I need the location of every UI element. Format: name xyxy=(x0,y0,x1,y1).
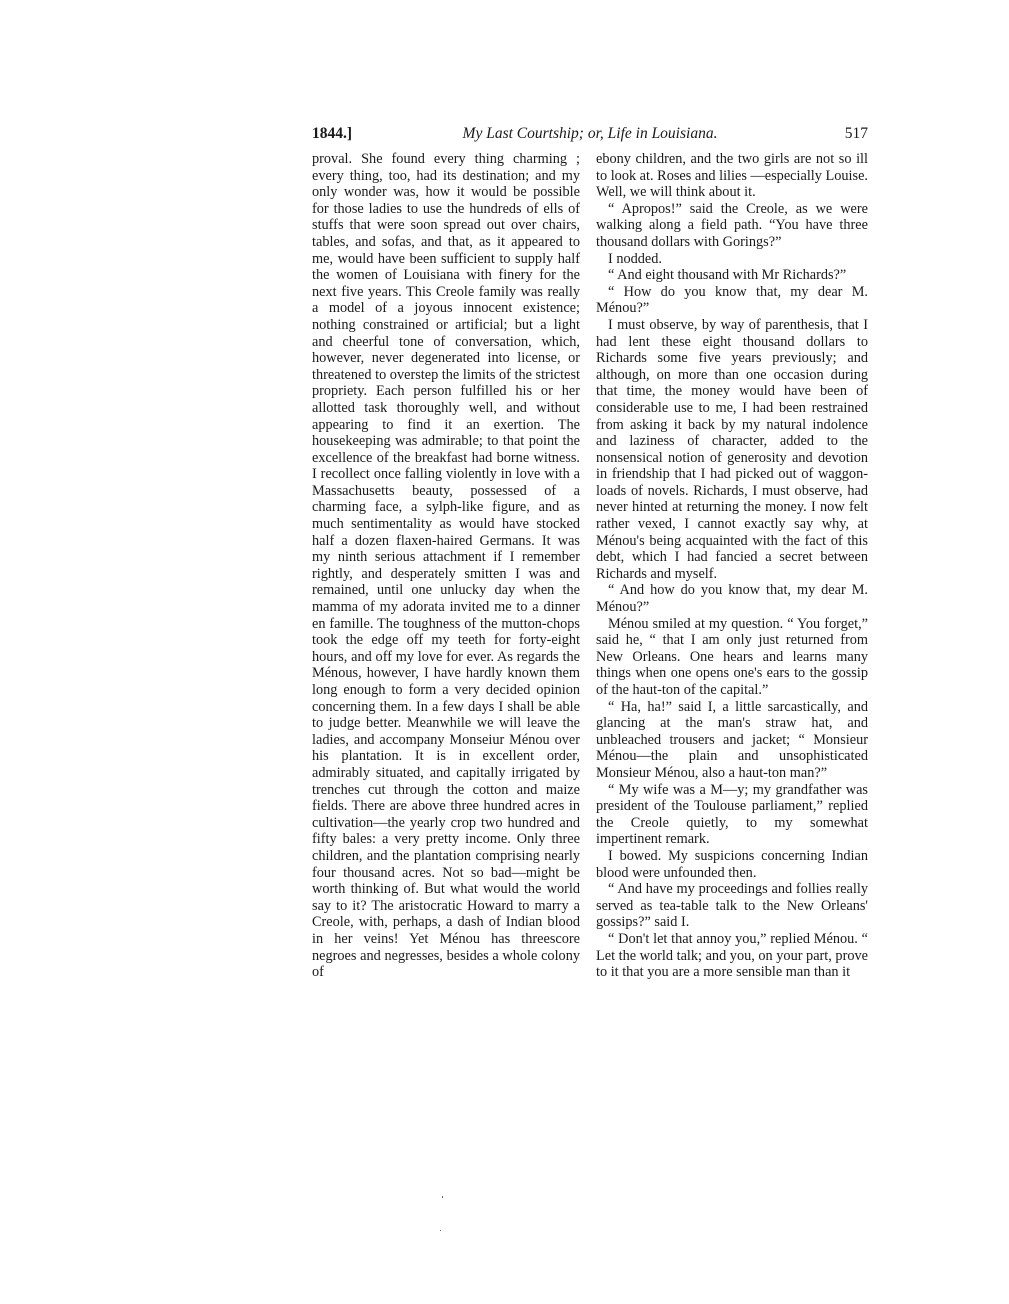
paragraph: I must observe, by way of parenthesis, that I had lent these eight thousand dollars to Richards some five years previously; and although, on more than one occasion during that time, the money would have been of considerable use to me, I had been restrained from asking it back by my natural indolence and laziness of character, added to the nonsensical notion of generosity and devotion in friendship that I had picked out of waggon-loads of novels. Richards, I must observe, had never hinted at returning the money. I now felt rather vexed, I cannot exactly say why, at Ménou's being acquainted with the fact of this debt, which I had fancied a secret between Richards and myself. xyxy=(596,316,868,582)
paragraph: “ My wife was a M—y; my grandfather was president of the Toulouse parliament,” replied the Creole quietly, to my somewhat impertinent remark. xyxy=(596,781,868,848)
page-number: 517 xyxy=(844,125,868,142)
paragraph: Ménou smiled at my question. “ You forget,” said he, “ that I am only just returned from New Orleans. One hears and learns many things when one opens one's ears to the gossip of the haut-ton of the capital.” xyxy=(596,615,868,698)
paragraph: “ And eight thousand with Mr Richards?” xyxy=(608,267,847,284)
left-column xyxy=(312,151,580,981)
paragraph: “ And how do you know that, my dear M. Ménou?” xyxy=(596,582,868,616)
scan-speck xyxy=(440,1230,441,1231)
running-head xyxy=(312,122,868,146)
paragraph: “ And have my proceedings and follies really served as tea-table talk to the New Orleans' gossips?” said I. xyxy=(596,881,868,931)
paragraph: proval. She found every thing charming ; every thing, too, had its destination; and my only wonder was, how it would be possible for those ladies to use the hundreds of ells of stuffs that were soon spread out over chairs, tables, and sofas, and that, as it appeared to me, would have been sufficient to supply half the women of Louisiana with finery for the next five years. This Creole family was really a model of a joyous innocent existence; nothing constrained or artificial; but a light and cheerful tone of conversation, which, however, never degenerated into license, or threatened to overstep the limits of the strictest propriety. Each person fulfilled his or her allotted task thoroughly well, and without appearing to find it an exertion. The housekeeping was admirable; to that point the excellence of the breakfast had borne witness. I recollect once falling violently in love with a Massachusetts beauty, possessed of a charming face, a sylph-like figure, and as much sentimentality as would have stocked half a dozen flaxen-haired Germans. It was my ninth serious attachment if I remember rightly, and desperately smitten I was and remained, until one unlucky day when the mamma of my adorata invited me to a dinner en famille. The toughness of the mutton-chops took the edge off my teeth for forty-eight hours, and off my love for ever. As regards the Ménous, however, I have hardly known them long enough to form a very decided opinion concerning them. In a few days I shall be able to judge better. Meanwhile we will leave the ladies, and accompany Monseiur Ménou over his plantation. It is in excellent order, admirably situated, and capitally irrigated by trenches cut through the cotton and maize fields. There are above three hundred acres in cultivation—the yearly crop two hundred and fifty bales: a very pretty income. Only three children, and the plantation comprising nearly four thousand acres. Not so bad—might be worth thinking of. But what would the world say to it? The aristocratic Howard to marry a Creole, with, perhaps, a dash of Indian blood in her veins! Yet Ménou has threescore negroes and negresses, besides a whole colony of xyxy=(312,151,580,981)
scan-speck xyxy=(442,1196,443,1198)
paragraph: “ Don't let that annoy you,” replied Ménou. “ Let the world talk; and you, on your part, prove to it that you are a more sensible man than it xyxy=(596,930,868,981)
paragraph: I bowed. My suspicions concerning Indian blood were unfounded then. xyxy=(596,847,868,881)
paragraph: ebony children, and the two girls are not so ill to look at. Roses and lilies —especially Louise. Well, we will think about it. xyxy=(596,151,868,201)
paragraph: “ How do you know that, my dear M. Ménou?” xyxy=(596,283,868,317)
paragraph: I nodded. xyxy=(608,250,662,267)
paragraph: “ Ha, ha!” said I, a little sarcastically, and glancing at the man's straw hat, and unbleached trousers and jacket; “ Monsieur Ménou—the plain and unsophisticated Monsieur Ménou, also a haut-ton man?” xyxy=(596,698,868,781)
right-column xyxy=(596,151,868,981)
running-head-title: My Last Courtship; or, Life in Louisiana. xyxy=(462,125,718,142)
running-head-year: 1844.] xyxy=(312,125,353,142)
paragraph: “ Apropos!” said the Creole, as we were walking along a field path. “You have three thousand dollars with Gorings?” xyxy=(596,200,868,250)
